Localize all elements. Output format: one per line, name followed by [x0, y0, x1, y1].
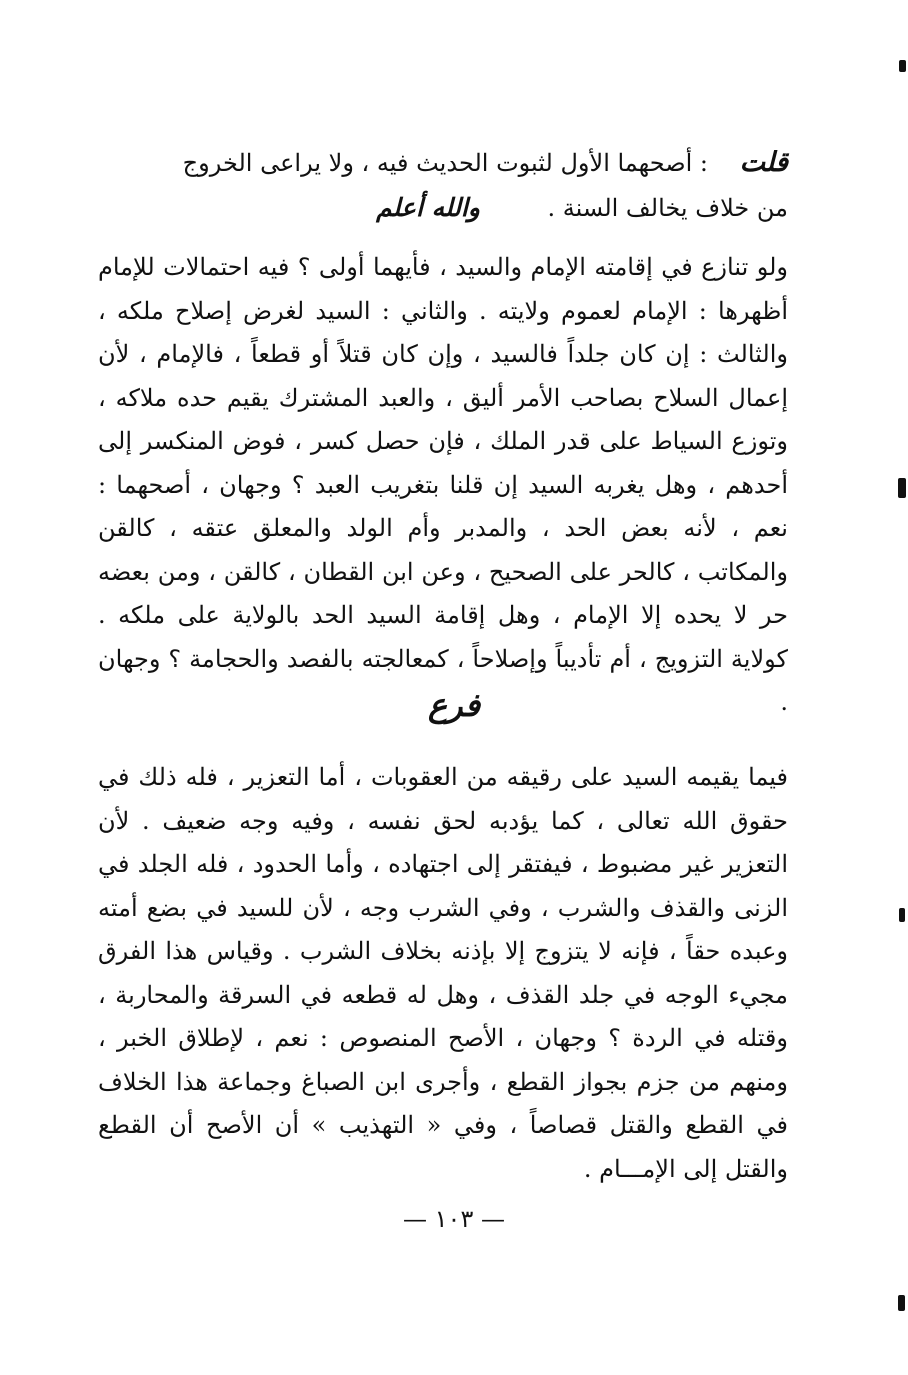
remark-second-line [98, 186, 788, 231]
opening-remark [98, 141, 788, 230]
main-paragraph [98, 246, 788, 725]
paragraph-text: فيما يقيمه السيد على رقيقه من العقوبات ، أما التعزير ، فله ذلك في حقوق الله تعالى ، كما يؤدبه لحق نفسه ، وفيه وجه ضعيف . لأن التعزير غير مضبوط ، فيفتقر إلى اجتهاده ، وأما الحدود ، فله الجلد في الزنى والقذف والشرب ، وفي الشرب وجه ، لأن للسيد في بضع أمته وعبده حقاً ، فإنه لا يتزوج إلا بإذنه بخلاف الشرب . وقياس هذا الفرق مجيء الوجه في جلد القذف ، وهل له قطعه في السرقة والمحاربة ، وقتله في الردة ؟ وجهان ، الأصح المنصوص : نعم ، لإطلاق الخبر ، ومنهم من جزم بجواز القطع ، وأجرى ابن الصباغ وجماعة هذا الخلاف في القطع والقتل قصاصاً ، وفي « التهذيب » أن الأصح أن القطع والقتل إلى الإمـــام . [98, 763, 788, 1183]
page-number: — ١٠٣ — [403, 1205, 505, 1233]
remark-lead-word: قلت [739, 147, 788, 178]
scan-edge-mark [898, 1295, 905, 1311]
remark-first-line [98, 141, 788, 186]
branch-paragraph [98, 756, 788, 1191]
scan-edge-mark [898, 478, 906, 498]
section-heading: فرع [427, 686, 481, 724]
scan-edge-mark [899, 908, 905, 922]
remark-text-line-1: : أصحهما الأول لثبوت الحديث فيه ، ولا يراعى الخروج [182, 149, 708, 177]
closing-formula: والله أعلم [376, 192, 480, 222]
paragraph-text: ولو تنازع في إقامته الإمام والسيد ، فأيهما أولى ؟ فيه احتمالات للإمام أظهرها : الإمام لعموم ولايته . والثاني : السيد لغرض إصلاح ملكه ، والثالث : إن كان جلداً فالسيد ، وإن كان قتلاً أو قطعاً ، فالإمام ، لأن إعمال السلاح بصاحب الأمر أليق ، والعبد المشترك يقيم حده ملاكه ، وتوزع السياط على قدر الملك ، فإن حصل كسر ، فوض المنكسر إلى أحدهم ، وهل يغربه السيد إن قلنا بتغريب العبد ؟ وجهان ، أصحهما : نعم ، لأنه بعض الحد ، والمدبر وأم الولد والمعلق عتقه ، كالقن والمكاتب ، كالحر على الصحيح ، وعن ابن القطان ، كالقن ، ومن بعضه حر لا يحده إلا الإمام ، وهل إقامة السيد الحد بالولاية على ملكه . كولاية التزويج ، أم تأديباً وإصلاحاً ، كمعالجته بالفصد والحجامة ؟ وجهان . [98, 253, 789, 716]
scan-edge-mark [899, 60, 906, 72]
remark-text-line-2: من خلاف يخالف السنة . [547, 193, 788, 222]
